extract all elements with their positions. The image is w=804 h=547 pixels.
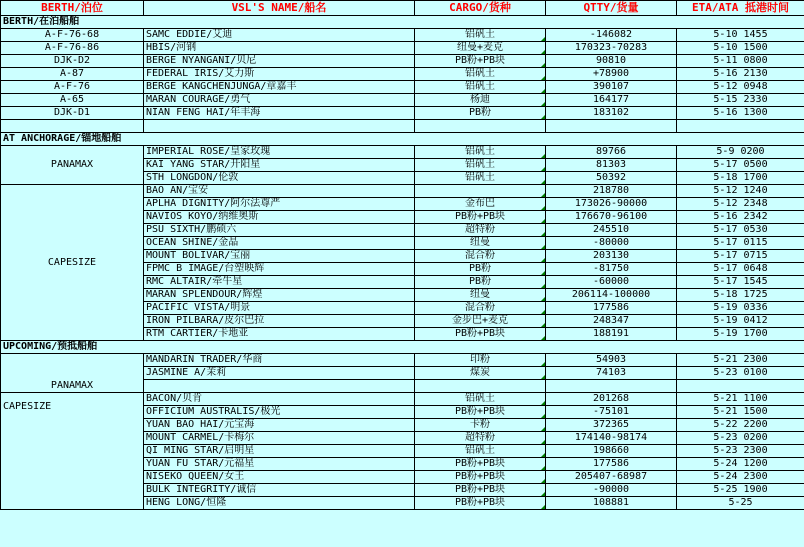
quantity-cell: 90810 — [546, 55, 677, 68]
berth-cell: A-F-76-68 — [1, 29, 144, 42]
eta-cell: 5-24 1200 — [677, 458, 804, 471]
blank-cell — [546, 120, 677, 133]
eta-cell: 5-21 2300 — [677, 354, 804, 367]
eta-cell: 5-15 2330 — [677, 94, 804, 107]
quantity-cell: 164177 — [546, 94, 677, 107]
quantity-cell: +78900 — [546, 68, 677, 81]
quantity-cell: 174140-98174 — [546, 432, 677, 445]
vessel-name-cell: SAMC EDDIE/艾迪 — [144, 29, 415, 42]
vessel-name-cell: YUAN FU STAR/元福星 — [144, 458, 415, 471]
vessel-name-cell: NAVIOS KOYO/纳维奥斯 — [144, 211, 415, 224]
cargo-cell: 混合粉 — [415, 250, 546, 263]
table-row — [1, 354, 804, 367]
eta-cell: 5-21 1500 — [677, 406, 804, 419]
quantity-cell: 390107 — [546, 81, 677, 94]
quantity-cell: 81303 — [546, 159, 677, 172]
cargo-cell: 金步巴+麦克 — [415, 315, 546, 328]
section-anchorage-title: AT ANCHORAGE/锚地船舶 — [1, 133, 804, 146]
cargo-cell: 卡粉 — [415, 419, 546, 432]
vessel-name-cell: FEDERAL IRIS/艾力斯 — [144, 68, 415, 81]
eta-cell: 5-19 0336 — [677, 302, 804, 315]
vessel-name-cell: KAI YANG STAR/开阳星 — [144, 159, 415, 172]
vessel-name-cell: OCEAN SHINE/金晶 — [144, 237, 415, 250]
blank-cell — [415, 120, 546, 133]
vessel-name-cell: MANDARIN TRADER/华商 — [144, 354, 415, 367]
cargo-cell: PB粉 — [415, 107, 546, 120]
header-eta: ETA/ATA 抵港时间 — [677, 1, 804, 16]
vessel-name-cell: HENG LONG/恒隆 — [144, 497, 415, 510]
cargo-cell: 铝矾土 — [415, 159, 546, 172]
header-berth: BERTH/泊位 — [1, 1, 144, 16]
eta-cell: 5-23 0200 — [677, 432, 804, 445]
quantity-cell: 183102 — [546, 107, 677, 120]
vessel-name-cell: FPMC B IMAGE/台塑映辉 — [144, 263, 415, 276]
cargo-cell: 杨迪 — [415, 94, 546, 107]
eta-cell: 5-18 1700 — [677, 172, 804, 185]
table-row — [1, 68, 804, 81]
eta-cell: 5-18 1725 — [677, 289, 804, 302]
cargo-cell: PB粉+PB块 — [415, 497, 546, 510]
eta-cell: 5-24 2300 — [677, 471, 804, 484]
cargo-cell: PB粉+PB块 — [415, 55, 546, 68]
cargo-cell: 混合粉 — [415, 302, 546, 315]
section-upcoming-title: UPCOMING/预抵船舶 — [1, 341, 804, 354]
eta-cell: 5-17 0648 — [677, 263, 804, 276]
cargo-cell: PB粉+PB块 — [415, 458, 546, 471]
cargo-cell: 铝矾土 — [415, 172, 546, 185]
quantity-cell: -80000 — [546, 237, 677, 250]
eta-cell: 5-17 0500 — [677, 159, 804, 172]
vessel-name-cell: OFFICIUM AUSTRALIS/极光 — [144, 406, 415, 419]
group-label-cell: PANAMAX — [1, 354, 144, 393]
group-label-cell: PANAMAX — [1, 146, 144, 185]
table-row — [1, 42, 804, 55]
vessel-name-cell: JASMINE A/茉莉 — [144, 367, 415, 380]
eta-cell: 5-9 0200 — [677, 146, 804, 159]
eta-cell: 5-17 1545 — [677, 276, 804, 289]
cargo-cell: PB粉+PB块 — [415, 328, 546, 341]
quantity-cell: 218780 — [546, 185, 677, 198]
vessel-name-cell: BULK INTEGRITY/诚信 — [144, 484, 415, 497]
table-row — [1, 146, 804, 159]
quantity-cell: 372365 — [546, 419, 677, 432]
vessel-name-cell: RMC ALTAIR/牵牛星 — [144, 276, 415, 289]
vessel-name-cell: PSU SIXTH/鹏硕六 — [144, 224, 415, 237]
table-row — [1, 185, 804, 198]
quantity-cell: -90000 — [546, 484, 677, 497]
cargo-cell: 铝矾土 — [415, 393, 546, 406]
eta-cell: 5-17 0530 — [677, 224, 804, 237]
group-label-cell: CAPESIZE — [1, 185, 144, 341]
header-vessel-name: VSL'S NAME/船名 — [144, 1, 415, 16]
section-berth-title: BERTH/在泊船舶 — [1, 16, 804, 29]
vessel-name-cell: BERGE KANGCHENJUNGA/章嘉丰 — [144, 81, 415, 94]
header-quantity: QTTY/货量 — [546, 1, 677, 16]
quantity-cell: 198660 — [546, 445, 677, 458]
cargo-cell: 超特粉 — [415, 432, 546, 445]
eta-cell: 5-17 0715 — [677, 250, 804, 263]
vessel-name-cell: MOUNT BOLIVAR/宝丽 — [144, 250, 415, 263]
quantity-cell: 177586 — [546, 302, 677, 315]
berth-cell: A-F-76 — [1, 81, 144, 94]
vessel-name-cell: BACON/贝肯 — [144, 393, 415, 406]
quantity-cell: -81750 — [546, 263, 677, 276]
eta-cell: 5-12 2348 — [677, 198, 804, 211]
quantity-cell: -146082 — [546, 29, 677, 42]
cargo-cell: PB粉 — [415, 276, 546, 289]
vessel-name-cell: RTM CARTIER/卡地亚 — [144, 328, 415, 341]
eta-cell: 5-25 1900 — [677, 484, 804, 497]
eta-cell: 5-23 2300 — [677, 445, 804, 458]
cargo-cell: 超特粉 — [415, 224, 546, 237]
vessel-name-cell: YUAN BAO HAI/元宝海 — [144, 419, 415, 432]
section-anchorage-title-row — [1, 133, 804, 146]
eta-cell: 5-16 2130 — [677, 68, 804, 81]
berth-cell: DJK-D2 — [1, 55, 144, 68]
quantity-cell: 203130 — [546, 250, 677, 263]
table-row — [1, 81, 804, 94]
cargo-cell: 纽曼 — [415, 237, 546, 250]
cargo-cell — [415, 185, 546, 198]
eta-cell: 5-16 2342 — [677, 211, 804, 224]
blank-cell — [677, 120, 804, 133]
vessel-name-cell: APLHA DIGNITY/阿尔法尊严 — [144, 198, 415, 211]
vessel-name-cell: NIAN FENG HAI/年丰海 — [144, 107, 415, 120]
eta-cell: 5-10 1500 — [677, 42, 804, 55]
vessel-name-cell: IMPERIAL ROSE/皇家玫瑰 — [144, 146, 415, 159]
eta-cell: 5-17 0115 — [677, 237, 804, 250]
quantity-cell: 170323-70283 — [546, 42, 677, 55]
blank-cell — [677, 380, 804, 393]
quantity-cell: 108881 — [546, 497, 677, 510]
cargo-cell: PB粉 — [415, 263, 546, 276]
berth-cell: DJK-D1 — [1, 107, 144, 120]
section-upcoming-title-row — [1, 341, 804, 354]
eta-cell: 5-16 1300 — [677, 107, 804, 120]
quantity-cell: 245510 — [546, 224, 677, 237]
quantity-cell: 173026-90000 — [546, 198, 677, 211]
section-berth-title-row — [1, 16, 804, 29]
table-row — [1, 29, 804, 42]
cargo-cell: 纽曼 — [415, 289, 546, 302]
quantity-cell: 201268 — [546, 393, 677, 406]
table-row — [1, 55, 804, 68]
eta-cell: 5-19 0412 — [677, 315, 804, 328]
quantity-cell: 50392 — [546, 172, 677, 185]
vessel-name-cell: PACIFIC VISTA/明景 — [144, 302, 415, 315]
vessel-name-cell: BERGE NYANGANI/贝尼 — [144, 55, 415, 68]
cargo-cell: 铝矾土 — [415, 68, 546, 81]
quantity-cell: 89766 — [546, 146, 677, 159]
eta-cell: 5-19 1700 — [677, 328, 804, 341]
quantity-cell: 176670-96100 — [546, 211, 677, 224]
cargo-cell: 铝矾土 — [415, 146, 546, 159]
vessel-name-cell: MARAN COURAGE/勇气 — [144, 94, 415, 107]
header-row — [1, 1, 804, 16]
cargo-cell: 煤炭 — [415, 367, 546, 380]
quantity-cell: 248347 — [546, 315, 677, 328]
eta-cell: 5-12 0948 — [677, 81, 804, 94]
eta-cell: 5-21 1100 — [677, 393, 804, 406]
quantity-cell: 74103 — [546, 367, 677, 380]
quantity-cell: 206114-100000 — [546, 289, 677, 302]
cargo-cell: 铝矾土 — [415, 29, 546, 42]
quantity-cell: -75101 — [546, 406, 677, 419]
eta-cell: 5-10 1455 — [677, 29, 804, 42]
quantity-cell: 205407-68987 — [546, 471, 677, 484]
vessel-name-cell: HBIS/河钢 — [144, 42, 415, 55]
vessel-name-cell: MARAN SPLENDOUR/辉煌 — [144, 289, 415, 302]
table-row — [1, 94, 804, 107]
blank-cell — [144, 120, 415, 133]
berth-cell: A-65 — [1, 94, 144, 107]
vessel-name-cell: MOUNT CARMEL/卡梅尔 — [144, 432, 415, 445]
eta-cell: 5-25 — [677, 497, 804, 510]
cargo-cell: 铝矾土 — [415, 445, 546, 458]
blank-row — [1, 120, 804, 133]
eta-cell: 5-22 2200 — [677, 419, 804, 432]
cargo-cell: 纽曼+麦克 — [415, 42, 546, 55]
eta-cell: 5-12 1240 — [677, 185, 804, 198]
vessel-name-cell: NISEKO QUEEN/女王 — [144, 471, 415, 484]
table-row — [1, 107, 804, 120]
vessel-name-cell: QI MING STAR/启明星 — [144, 445, 415, 458]
quantity-cell: 188191 — [546, 328, 677, 341]
berth-cell: A-F-76-86 — [1, 42, 144, 55]
eta-cell: 5-11 0800 — [677, 55, 804, 68]
vessel-name-cell: IRON PILBARA/皮尔巴拉 — [144, 315, 415, 328]
blank-cell — [546, 380, 677, 393]
berth-cell: A-87 — [1, 68, 144, 81]
cargo-cell: PB粉+PB块 — [415, 211, 546, 224]
cargo-cell: PB粉+PB块 — [415, 471, 546, 484]
vessel-name-cell: STH LONGDON/伦敦 — [144, 172, 415, 185]
eta-cell: 5-23 0100 — [677, 367, 804, 380]
blank-cell — [1, 120, 144, 133]
group-label-cell: CAPESIZE — [1, 393, 144, 510]
blank-cell — [144, 380, 415, 393]
cargo-cell: 印粉 — [415, 354, 546, 367]
cargo-cell: 金布巴 — [415, 198, 546, 211]
cargo-cell: PB粉+PB块 — [415, 484, 546, 497]
header-cargo: CARGO/货种 — [415, 1, 546, 16]
vessel-name-cell: BAO AN/宝安 — [144, 185, 415, 198]
cargo-cell: PB粉+PB块 — [415, 406, 546, 419]
quantity-cell: -60000 — [546, 276, 677, 289]
blank-cell — [415, 380, 546, 393]
table-row — [1, 393, 804, 406]
quantity-cell: 54903 — [546, 354, 677, 367]
cargo-cell: 铝矾土 — [415, 81, 546, 94]
quantity-cell: 177586 — [546, 458, 677, 471]
